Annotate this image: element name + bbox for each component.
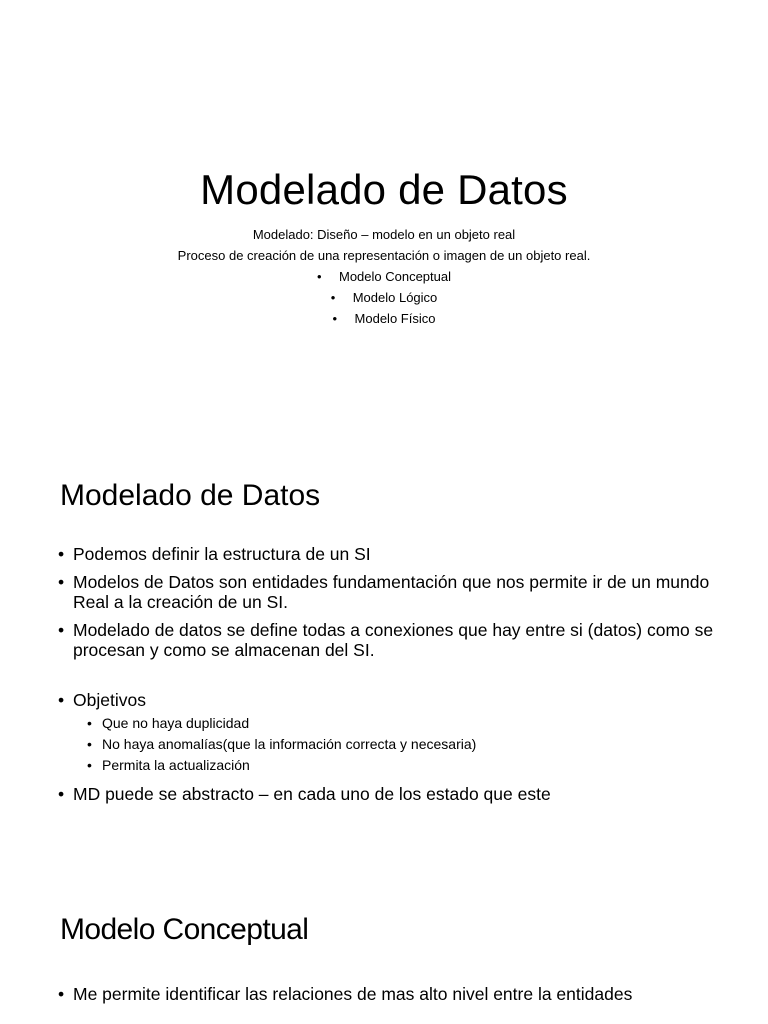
slide-title: Modelado de Datos xyxy=(200,166,568,213)
bullet-text: Podemos definir la estructura de un SI xyxy=(73,544,371,564)
subtitle-bullet-text: Modelo Conceptual xyxy=(338,269,452,284)
bullet-item xyxy=(58,984,728,1004)
sub-bullet-item: • Que no haya duplicidad xyxy=(87,713,728,734)
slide-title: Modelado de Datos xyxy=(60,479,321,512)
bullet-list xyxy=(58,984,728,1004)
subtitle-block xyxy=(0,224,768,329)
bullet-item xyxy=(58,544,728,564)
subtitle-line: Modelado: Diseño – modelo en un objeto real xyxy=(252,227,516,242)
sub-bullet-item: • Permita la actualización xyxy=(87,755,728,776)
sub-bullet-item: • No haya anomalías(que la información correcta y necesaria) xyxy=(87,734,728,755)
subtitle-line: Proceso de creación de una representación o imagen de un objeto real. xyxy=(177,248,591,263)
subtitle-bullet-text: Modelo Lógico xyxy=(352,290,438,305)
content-slide xyxy=(0,432,768,864)
sub-bullet-list xyxy=(73,713,728,776)
bullet-text: Me permite identificar las relaciones de mas alto nivel entre la entidades xyxy=(73,984,633,1004)
bullet-item xyxy=(58,620,728,660)
subtitle-bullet xyxy=(0,287,768,308)
title-slide xyxy=(0,0,768,432)
bullet-text: Modelos de Datos son entidades fundamentación que nos permite ir de un mundo Real a la creación de un SI. xyxy=(73,572,710,612)
subtitle-bullet-text: Modelo Físico xyxy=(354,311,436,326)
bullet-text: Modelado de datos se define todas a conexiones que hay entre si (datos) como se procesan y como se almacenan del SI. xyxy=(73,620,714,660)
bullet-item xyxy=(58,784,728,804)
subtitle-bullet xyxy=(0,266,768,287)
bullet-text: Objetivos xyxy=(73,690,146,710)
bullet-item-objectives xyxy=(58,690,728,776)
bullet-list xyxy=(58,544,728,812)
bullet-item xyxy=(58,572,728,612)
conceptual-slide xyxy=(0,864,768,1024)
slide-title: Modelo Conceptual xyxy=(60,913,309,946)
bullet-text: MD puede se abstracto – en cada uno de los estado que este xyxy=(73,784,551,804)
subtitle-bullet xyxy=(0,308,768,329)
